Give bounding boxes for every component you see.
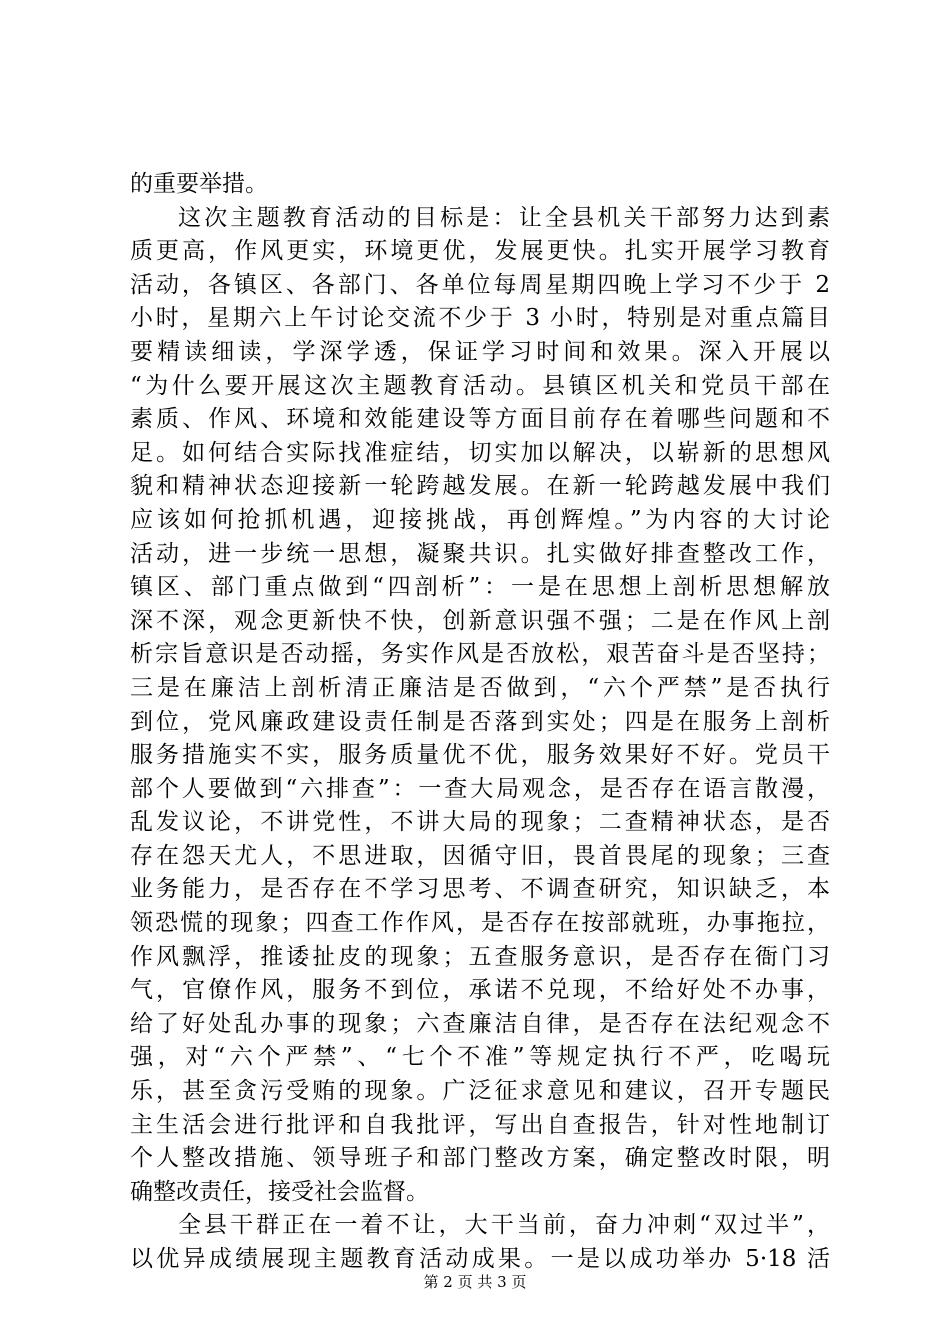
text-line: 到位，党风廉政建设责任制是否落到实处；四是在服务上剖析 <box>130 708 830 735</box>
text-line: 个人整改措施、领导班子和部门整改方案，确定整改时限，明 <box>130 1145 830 1172</box>
text-line: 主生活会进行批评和自我批评，写出自查报告，针对性地制订 <box>130 1111 830 1138</box>
text-line: 的重要举措。 <box>130 171 268 197</box>
document-body <box>130 168 830 1277</box>
text-line: 质更高，作风更实，环境更优，发展更快。扎实开展学习教育 <box>130 238 830 265</box>
text-line: 足。如何结合实际找准症结，切实加以解决，以崭新的思想风 <box>130 439 830 466</box>
text-line: “为什么要开展这次主题教育活动。县镇区机关和党员干部在 <box>130 372 830 399</box>
text-line: 貌和精神状态迎接新一轮跨越发展。在新一轮跨越发展中我们 <box>130 473 830 500</box>
text-line: 深不深，观念更新快不快，创新意识强不强；二是在作风上剖 <box>130 607 830 634</box>
text-line: 镇区、部门重点做到“四剖析”：一是在思想上剖析思想解放 <box>130 574 830 601</box>
text-line: 给了好处乱办事的现象；六查廉洁自律，是否存在法纪观念不 <box>130 1010 830 1037</box>
text-line: 以优异成绩展现主题教育活动成果。一是以成功举办 5·18 活 <box>130 1246 830 1272</box>
text-line: 存在怨天尤人，不思进取，因循守旧，畏首畏尾的现象；三查 <box>130 842 830 869</box>
text-line: 应该如何抢抓机遇，迎接挑战，再创辉煌。”为内容的大讨论 <box>130 506 830 533</box>
text-line: 这次主题教育活动的目标是：让全县机关干部努力达到素 <box>178 204 830 231</box>
text-line: 析宗旨意识是否动摇，务实作风是否放松，艰苦奋斗是否坚持； <box>130 641 830 668</box>
page-footer: 第 2 页 共 3 页 <box>423 1273 527 1291</box>
text-line: 部个人要做到“六排查”：一查大局观念，是否存在语言散漫， <box>130 775 830 802</box>
text-line: 确整改责任，接受社会监督。 <box>130 1178 429 1205</box>
text-line: 活动，各镇区、各部门、各单位每周星期四晚上学习不少于 2 <box>130 271 830 298</box>
text-line: 作风飘浮，推诿扯皮的现象；五查服务意识，是否存在衙门习 <box>130 943 830 970</box>
text-line: 领恐慌的现象；四查工作作风，是否存在按部就班，办事拖拉， <box>130 910 830 937</box>
text-line: 活动，进一步统一思想，凝聚共识。扎实做好排查整改工作， <box>130 540 830 567</box>
text-line: 乱发议论，不讲党性，不讲大局的现象；二查精神状态，是否 <box>130 809 830 836</box>
text-line: 三是在廉洁上剖析清正廉洁是否做到，“六个严禁”是否执行 <box>130 674 830 701</box>
text-line: 服务措施实不实，服务质量优不优，服务效果好不好。党员干 <box>130 742 830 769</box>
text-line: 气，官僚作风，服务不到位，承诺不兑现，不给好处不办事， <box>130 977 830 1004</box>
text-line: 强，对“六个严禁”、“七个不准”等规定执行不严，吃喝玩 <box>130 1044 830 1071</box>
text-line: 小时，星期六上午讨论交流不少于 3 小时，特别是对重点篇目 <box>130 305 830 332</box>
text-line: 乐，甚至贪污受贿的现象。广泛征求意见和建议，召开专题民 <box>130 1078 830 1105</box>
text-line: 业务能力，是否存在不学习思考、不调查研究，知识缺乏，本 <box>130 876 830 903</box>
text-line: 要精读细读，学深学透，保证学习时间和效果。深入开展以 <box>130 338 830 365</box>
text-line: 素质、作风、环境和效能建设等方面目前存在着哪些问题和不 <box>130 406 830 433</box>
text-line: 全县干群正在一着不让，大干当前，奋力冲刺“双过半”， <box>178 1212 830 1239</box>
